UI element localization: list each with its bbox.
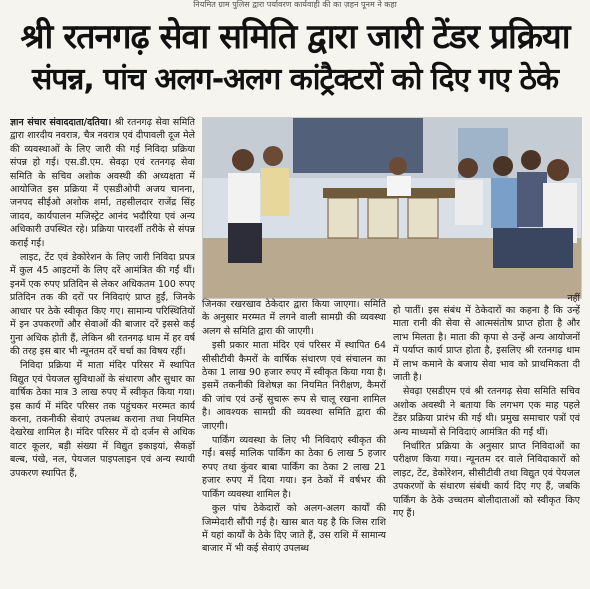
col2-para-3: पार्किंग व्यवस्था के लिए भी निविदाएं स्वीकृत की गईं। बसई मालिक पार्किंग का ठेका 6 लाख 5 हजार रुपए तथा कुंवर बाबा पार्किंग का ठेका 2 लाख 21 हजार रुपए में दिया गया। इन ठेकों में वर्षभर की पार्किंग व्यवस्था शामिल है।: [202, 435, 386, 500]
article-column-2: [202, 298, 386, 586]
col2-para-4: कुल पांच ठेकेदारों को अलग-अलग कार्यों की जिम्मेदारी सौंपी गई है। खास बात यह है कि जिस राशि में यहां कार्यों के ठेके दिए जाते हैं, उस राशि में सामान्य बाजार में भी कई सेवाएं उपलब्ध: [202, 503, 386, 555]
col2-para-1: जिनका रखरखाव ठेकेदार द्वारा किया जाएगा। समिति के अनुसार मरम्मत में लगने वाली सामग्री की व्यवस्था अलग से समिति द्वारा की जाएगी।: [202, 299, 386, 337]
col1-para-2: लाइट, टेंट एवं डेकोरेशन के लिए जारी निविदा प्रपत्र में कुल 45 आइटमों के लिए दरें आमंत्रित की गईं थीं। इनमें एक रुपए प्रतिदिन से लेकर अधिकतम 100 रुपए प्रतिदिन तक की दरों पर निविदाएं प्राप्त हुईं, जिनके आधार पर ठेके स्वीकृत किए गए। सामान्य परिस्थितियों में इन उपकरणों और सेवाओं की बाजार दरें इससे कई गुना अधिक होती हैं, लेकिन श्री रतनगढ़ धाम में हर वर्ष की तरह इस बार भी न्यूनतम दरें चर्चा का विषय रहीं।: [10, 252, 195, 357]
top-strip-text: नियमित ग्राम पुलिस द्वारा पर्यावरण कार्यवाही की का ज़हन पूनम ने कहा: [193, 0, 397, 9]
headline-line-1: श्री रतनगढ़ सेवा समिति द्वारा जारी टेंडर प्रक्रिया: [20, 17, 570, 57]
byline: ज्ञान संचार संवाददाता/दतिया।: [10, 117, 112, 128]
col3-top-fragment: नहीं: [567, 293, 580, 304]
col1-para-3: निविदा प्रक्रिया में माता मंदिर परिसर में स्थापित विद्युत एवं पेयजल सुविधाओं के संधारण और सुधार का वार्षिक ठेका मात्र 3 लाख रुपए में स्वीकृत किया गया। इस कार्य में मंदिर परिसर तक पहुंचकर मरम्मत कार्य करना, तकनीकी सेवाएं उपलब्ध कराना तथा नियमित देखरेख शामिल है। मंदिर परिसर में दो दर्जन से अधिक वाटर कूलर, बड़ी संख्या में विद्युत इकाइयां, सैकड़ों बल्ब, पंखे, नल, पेयजल पाइपलाइन एवं अन्य स्थायी उपकरण स्थापित हैं,: [10, 360, 195, 479]
headline-line-2: संपन्न, पांच अलग-अलग कांट्रैक्टरों को दिए गए ठेके: [31, 62, 559, 97]
meeting-photo: [202, 117, 582, 299]
col3-para-3: निर्धारित प्रक्रिया के अनुसार प्राप्त निविदाओं का परीक्षण किया गया। न्यूनतम दर वाले निविदाकारों को लाइट, टेंट, डेकोरेशन, सीसीटीवी तथा विद्युत एवं पेयजल उपकरणों के संधारण संबंधी कार्य दिए गए हैं, जबकि पार्किंग के ठेके उच्चतम बोलीदाताओं को स्वीकृत किए गए हैं।: [393, 441, 580, 520]
meeting-photo-icon: [203, 118, 581, 298]
article-column-3: [393, 304, 580, 586]
col2-para-2: इसी प्रकार माता मंदिर एवं परिसर में स्थापित 64 सीसीटीवी कैमरों के वार्षिक संधारण एवं संचालन का ठेका 1 लाख 90 हजार रुपए में स्वीकृत किया गया है। इसमें तकनीकी विशेषज्ञ का नियमित निरीक्षण, कैमरों की जांच एवं उन्हें सुचारू रूप से चालू रखना शामिल है। आवश्यक सामग्री की व्यवस्था समिति द्वारा की जाएगी।: [202, 340, 386, 432]
col3-para-2: सेवढ़ा एसडीएम एवं श्री रतनगढ़ सेवा समिति सचिव अशोक अवस्थी ने बताया कि लगभग एक माह पहले टेंडर प्रक्रिया प्रारंभ की गई थी। प्रमुख समाचार पत्रों एवं अन्य माध्यमों से निविदाएं आमंत्रित की गईं थीं।: [393, 386, 580, 438]
col3-para-1: हो पातीं। इस संबंध में ठेकेदारों का कहना है कि उन्हें माता रानी की सेवा से आत्मसंतोष प्राप्त होता है और लाभ मिलता है। माता की कृपा से उन्हें अन्य आयोजनों में पर्याप्त कार्य प्राप्त होता है, इसलिए श्री रतनगढ़ धाम में लाभ कमाने के बजाय सेवा भाव को प्राथमिकता दी जाती है।: [393, 305, 580, 384]
col1-para-1: श्री रतनगढ़ सेवा समिति द्वारा शारदीय नवरात्र, चैत्र नवरात्र एवं दीपावली दूज मेले की व्यवस्थाओं के लिए जारी की गई निविदा प्रक्रिया संपन्न हो गई। एस.डी.एम. सेवढ़ा एवं रतनगढ़ सेवा समिति के सचिव अशोक अवस्थी की अध्यक्षता में आयोजित इस प्रक्रिया में एसडीओपी अजय चानना, जनपद सीईओ अशोक शर्मा, तहसीलदार राजेंद्र सिंह जादव, कार्यपालन मजिस्ट्रेट आनंद भदौरिया एवं अन्य अधिकारी उपस्थित रहे। प्रक्रिया पारदर्शी तरीके से संपन्न कराई गई।: [10, 117, 195, 249]
article-column-1: [10, 116, 195, 586]
